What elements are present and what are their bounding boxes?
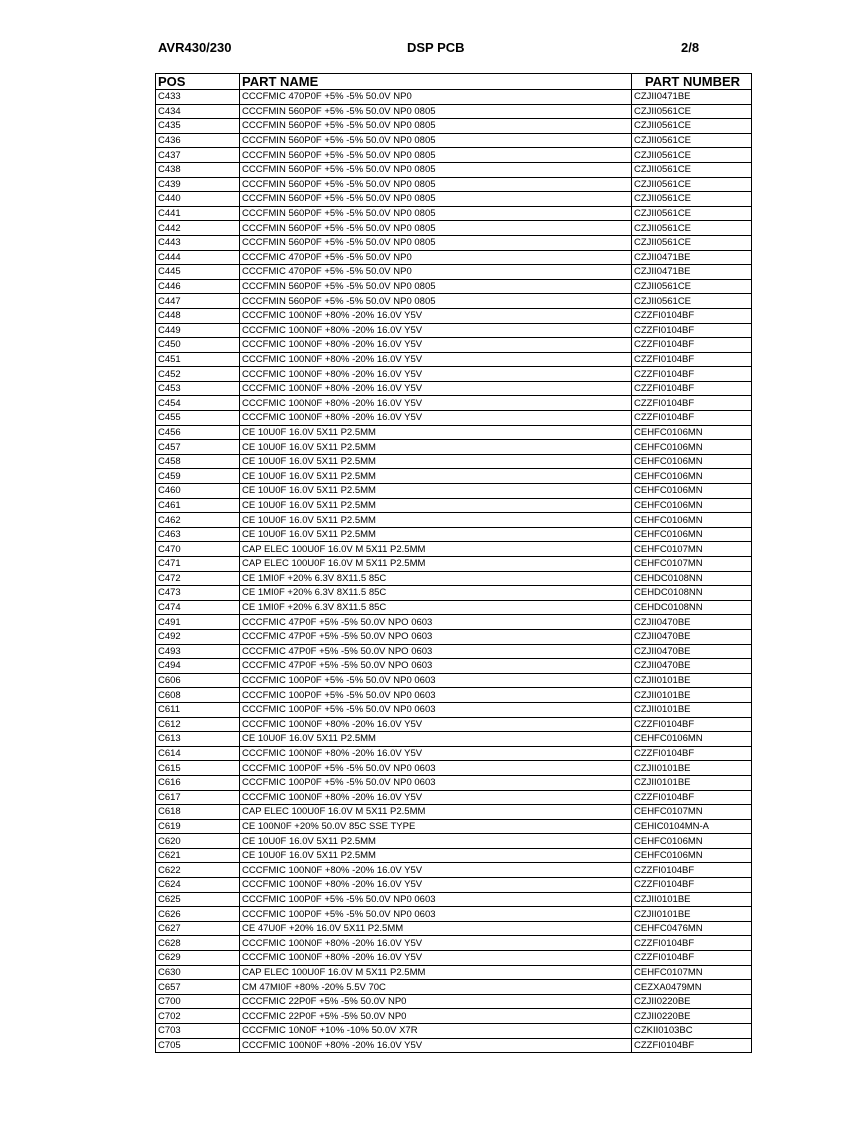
table-row <box>156 746 752 761</box>
cell-part-name: CCCFMIC 100N0F +80% -20% 16.0V Y5V <box>240 338 632 353</box>
table-row <box>156 863 752 878</box>
table-row <box>156 498 752 513</box>
table-row <box>156 1009 752 1024</box>
table-row <box>156 250 752 265</box>
cell-part-number: CEHFC0106MN <box>632 425 752 440</box>
cell-pos: C606 <box>156 673 240 688</box>
cell-part-name: CCCFMIN 560P0F +5% -5% 50.0V NP0 0805 <box>240 294 632 309</box>
table-row <box>156 235 752 250</box>
cell-part-number: CZZFI0104BF <box>632 396 752 411</box>
cell-pos: C619 <box>156 819 240 834</box>
cell-part-name: CCCFMIC 100N0F +80% -20% 16.0V Y5V <box>240 717 632 732</box>
cell-part-number: CEHFC0107MN <box>632 805 752 820</box>
table-row <box>156 484 752 499</box>
table-row <box>156 469 752 484</box>
cell-pos: C474 <box>156 600 240 615</box>
cell-part-number: CEHFC0106MN <box>632 498 752 513</box>
table-row <box>156 629 752 644</box>
table-row <box>156 673 752 688</box>
cell-part-name: CCCFMIC 47P0F +5% -5% 50.0V NPO 0603 <box>240 644 632 659</box>
cell-part-number: CEHDC0108NN <box>632 600 752 615</box>
cell-part-name: CCCFMIC 470P0F +5% -5% 50.0V NP0 <box>240 90 632 105</box>
table-row <box>156 396 752 411</box>
page-number: 2/8 <box>681 40 700 55</box>
cell-part-name: CCCFMIC 470P0F +5% -5% 50.0V NP0 <box>240 250 632 265</box>
cell-part-name: CE 10U0F 16.0V 5X11 P2.5MM <box>240 498 632 513</box>
cell-pos: C441 <box>156 206 240 221</box>
cell-part-number: CZJII0561CE <box>632 221 752 236</box>
table-row <box>156 323 752 338</box>
cell-part-number: CEHFC0106MN <box>632 848 752 863</box>
table-row <box>156 440 752 455</box>
cell-pos: C437 <box>156 148 240 163</box>
cell-pos: C453 <box>156 381 240 396</box>
cell-part-number: CZJII0561CE <box>632 294 752 309</box>
cell-pos: C472 <box>156 571 240 586</box>
cell-pos: C448 <box>156 308 240 323</box>
cell-pos: C627 <box>156 921 240 936</box>
cell-part-number: CZJII0561CE <box>632 192 752 207</box>
cell-pos: C626 <box>156 907 240 922</box>
cell-part-name: CCCFMIC 100P0F +5% -5% 50.0V NP0 0603 <box>240 761 632 776</box>
cell-part-name: CCCFMIC 47P0F +5% -5% 50.0V NPO 0603 <box>240 629 632 644</box>
cell-pos: C621 <box>156 848 240 863</box>
cell-part-name: CCCFMIN 560P0F +5% -5% 50.0V NP0 0805 <box>240 133 632 148</box>
cell-pos: C703 <box>156 1024 240 1039</box>
model-name: AVR430/230 <box>158 40 232 55</box>
cell-pos: C436 <box>156 133 240 148</box>
cell-part-number: CZJII0101BE <box>632 702 752 717</box>
table-row <box>156 921 752 936</box>
parts-table <box>155 73 752 1053</box>
table-header-row <box>156 74 752 90</box>
cell-pos: C452 <box>156 367 240 382</box>
cell-pos: C449 <box>156 323 240 338</box>
document-title: DSP PCB <box>407 40 465 55</box>
cell-part-name: CE 100N0F +20% 50.0V 85C SSE TYPE <box>240 819 632 834</box>
table-row <box>156 425 752 440</box>
cell-part-name: CAP ELEC 100U0F 16.0V M 5X11 P2.5MM <box>240 557 632 572</box>
cell-part-name: CCCFMIN 560P0F +5% -5% 50.0V NP0 0805 <box>240 162 632 177</box>
cell-part-name: CCCFMIC 22P0F +5% -5% 50.0V NP0 <box>240 1009 632 1024</box>
cell-pos: C438 <box>156 162 240 177</box>
table-row <box>156 659 752 674</box>
cell-pos: C454 <box>156 396 240 411</box>
table-row <box>156 615 752 630</box>
table-row <box>156 688 752 703</box>
cell-part-number: CEHDC0108NN <box>632 571 752 586</box>
table-row <box>156 644 752 659</box>
cell-part-number: CZJII0220BE <box>632 994 752 1009</box>
cell-part-number: CZJII0561CE <box>632 148 752 163</box>
cell-part-name: CE 47U0F +20% 16.0V 5X11 P2.5MM <box>240 921 632 936</box>
table-row <box>156 265 752 280</box>
cell-part-name: CCCFMIN 560P0F +5% -5% 50.0V NP0 0805 <box>240 221 632 236</box>
cell-pos: C622 <box>156 863 240 878</box>
cell-pos: C446 <box>156 279 240 294</box>
cell-part-number: CZJII0101BE <box>632 673 752 688</box>
table-body <box>156 90 752 1053</box>
cell-part-name: CCCFMIC 100N0F +80% -20% 16.0V Y5V <box>240 746 632 761</box>
table-row <box>156 1038 752 1053</box>
cell-part-name: CE 10U0F 16.0V 5X11 P2.5MM <box>240 848 632 863</box>
cell-pos: C494 <box>156 659 240 674</box>
cell-part-number: CEHFC0476MN <box>632 921 752 936</box>
cell-part-number: CZZFI0104BF <box>632 367 752 382</box>
table-row <box>156 411 752 426</box>
table-row <box>156 951 752 966</box>
cell-part-name: CCCFMIN 560P0F +5% -5% 50.0V NP0 0805 <box>240 177 632 192</box>
cell-part-number: CZJII0561CE <box>632 133 752 148</box>
cell-pos: C625 <box>156 892 240 907</box>
cell-part-number: CZJII0561CE <box>632 177 752 192</box>
column-header-part-name: PART NAME <box>240 74 632 90</box>
table-row <box>156 878 752 893</box>
table-row <box>156 571 752 586</box>
cell-pos: C612 <box>156 717 240 732</box>
cell-part-name: CCCFMIC 100N0F +80% -20% 16.0V Y5V <box>240 381 632 396</box>
cell-pos: C616 <box>156 775 240 790</box>
table-row <box>156 586 752 601</box>
cell-part-number: CZZFI0104BF <box>632 338 752 353</box>
cell-part-name: CCCFMIN 560P0F +5% -5% 50.0V NP0 0805 <box>240 148 632 163</box>
cell-pos: C492 <box>156 629 240 644</box>
cell-part-name: CE 1MI0F +20% 6.3V 8X11.5 85C <box>240 600 632 615</box>
cell-pos: C624 <box>156 878 240 893</box>
cell-pos: C611 <box>156 702 240 717</box>
cell-part-number: CEHFC0107MN <box>632 542 752 557</box>
cell-pos: C450 <box>156 338 240 353</box>
cell-part-name: CE 10U0F 16.0V 5X11 P2.5MM <box>240 834 632 849</box>
cell-part-name: CM 47MI0F +80% -20% 5.5V 70C <box>240 980 632 995</box>
cell-part-number: CZJII0561CE <box>632 119 752 134</box>
table-row <box>156 1024 752 1039</box>
table-row <box>156 775 752 790</box>
cell-part-name: CCCFMIC 100N0F +80% -20% 16.0V Y5V <box>240 878 632 893</box>
cell-pos: C460 <box>156 484 240 499</box>
table-row <box>156 819 752 834</box>
cell-pos: C471 <box>156 557 240 572</box>
cell-part-number: CZJII0471BE <box>632 90 752 105</box>
cell-pos: C440 <box>156 192 240 207</box>
cell-part-number: CZJII0471BE <box>632 265 752 280</box>
cell-part-number: CZJII0101BE <box>632 761 752 776</box>
cell-part-name: CCCFMIC 100N0F +80% -20% 16.0V Y5V <box>240 367 632 382</box>
cell-part-name: CE 10U0F 16.0V 5X11 P2.5MM <box>240 440 632 455</box>
cell-part-name: CCCFMIC 47P0F +5% -5% 50.0V NPO 0603 <box>240 659 632 674</box>
cell-pos: C628 <box>156 936 240 951</box>
cell-pos: C614 <box>156 746 240 761</box>
cell-part-name: CCCFMIC 100N0F +80% -20% 16.0V Y5V <box>240 411 632 426</box>
cell-part-name: CCCFMIC 10N0F +10% -10% 50.0V X7R <box>240 1024 632 1039</box>
cell-part-name: CE 1MI0F +20% 6.3V 8X11.5 85C <box>240 571 632 586</box>
cell-part-name: CE 10U0F 16.0V 5X11 P2.5MM <box>240 425 632 440</box>
table-row <box>156 221 752 236</box>
cell-pos: C617 <box>156 790 240 805</box>
table-row <box>156 308 752 323</box>
cell-part-number: CEHFC0106MN <box>632 527 752 542</box>
table-row <box>156 338 752 353</box>
cell-part-number: CEZXA0479MN <box>632 980 752 995</box>
cell-part-name: CCCFMIC 100P0F +5% -5% 50.0V NP0 0603 <box>240 673 632 688</box>
cell-part-number: CZZFI0104BF <box>632 951 752 966</box>
cell-part-number: CEHFC0106MN <box>632 484 752 499</box>
cell-part-name: CE 10U0F 16.0V 5X11 P2.5MM <box>240 484 632 499</box>
table-row <box>156 907 752 922</box>
cell-pos: C439 <box>156 177 240 192</box>
cell-part-number: CZJII0220BE <box>632 1009 752 1024</box>
cell-part-number: CZKII0103BC <box>632 1024 752 1039</box>
table-row <box>156 352 752 367</box>
column-header-part-number: PART NUMBER <box>632 74 752 90</box>
cell-part-number: CEHFC0107MN <box>632 557 752 572</box>
table-row <box>156 90 752 105</box>
table-row <box>156 148 752 163</box>
cell-part-number: CZZFI0104BF <box>632 717 752 732</box>
cell-part-number: CZZFI0104BF <box>632 411 752 426</box>
table-row <box>156 133 752 148</box>
table-row <box>156 119 752 134</box>
cell-part-number: CZJII0561CE <box>632 162 752 177</box>
cell-part-name: CE 10U0F 16.0V 5X11 P2.5MM <box>240 454 632 469</box>
cell-part-number: CZZFI0104BF <box>632 936 752 951</box>
table-row <box>156 177 752 192</box>
cell-pos: C457 <box>156 440 240 455</box>
cell-part-name: CCCFMIC 100N0F +80% -20% 16.0V Y5V <box>240 396 632 411</box>
cell-part-name: CCCFMIC 47P0F +5% -5% 50.0V NPO 0603 <box>240 615 632 630</box>
table-row <box>156 994 752 1009</box>
cell-part-name: CCCFMIC 100P0F +5% -5% 50.0V NP0 0603 <box>240 688 632 703</box>
cell-part-name: CE 10U0F 16.0V 5X11 P2.5MM <box>240 527 632 542</box>
table-row <box>156 980 752 995</box>
cell-part-name: CCCFMIC 22P0F +5% -5% 50.0V NP0 <box>240 994 632 1009</box>
table-row <box>156 805 752 820</box>
cell-pos: C461 <box>156 498 240 513</box>
cell-part-number: CEHFC0106MN <box>632 454 752 469</box>
cell-pos: C608 <box>156 688 240 703</box>
table-row <box>156 761 752 776</box>
table-row <box>156 732 752 747</box>
cell-part-number: CZZFI0104BF <box>632 746 752 761</box>
table-row <box>156 104 752 119</box>
cell-part-name: CCCFMIC 100P0F +5% -5% 50.0V NP0 0603 <box>240 702 632 717</box>
cell-pos: C455 <box>156 411 240 426</box>
cell-part-name: CCCFMIN 560P0F +5% -5% 50.0V NP0 0805 <box>240 104 632 119</box>
cell-part-number: CZJII0470BE <box>632 644 752 659</box>
table-row <box>156 294 752 309</box>
cell-part-number: CEHFC0106MN <box>632 440 752 455</box>
cell-part-number: CZJII0561CE <box>632 104 752 119</box>
cell-pos: C451 <box>156 352 240 367</box>
table-row <box>156 367 752 382</box>
cell-part-name: CCCFMIC 100N0F +80% -20% 16.0V Y5V <box>240 323 632 338</box>
table-row <box>156 527 752 542</box>
cell-pos: C470 <box>156 542 240 557</box>
cell-pos: C456 <box>156 425 240 440</box>
cell-part-number: CEHFC0107MN <box>632 965 752 980</box>
table-row <box>156 936 752 951</box>
cell-pos: C462 <box>156 513 240 528</box>
table-row <box>156 454 752 469</box>
cell-part-number: CZJII0101BE <box>632 688 752 703</box>
cell-part-number: CZJII0470BE <box>632 615 752 630</box>
cell-pos: C620 <box>156 834 240 849</box>
cell-part-number: CZJII0101BE <box>632 892 752 907</box>
cell-part-number: CZJII0561CE <box>632 206 752 221</box>
table-row <box>156 513 752 528</box>
cell-part-number: CEHFC0106MN <box>632 513 752 528</box>
cell-part-name: CCCFMIC 100N0F +80% -20% 16.0V Y5V <box>240 863 632 878</box>
table-row <box>156 717 752 732</box>
table-row <box>156 162 752 177</box>
cell-part-name: CE 10U0F 16.0V 5X11 P2.5MM <box>240 469 632 484</box>
table-row <box>156 848 752 863</box>
cell-part-number: CZJII0561CE <box>632 279 752 294</box>
cell-part-number: CZZFI0104BF <box>632 863 752 878</box>
table-row <box>156 542 752 557</box>
cell-part-number: CZJII0561CE <box>632 235 752 250</box>
cell-part-number: CEHDC0108NN <box>632 586 752 601</box>
cell-part-number: CZZFI0104BF <box>632 352 752 367</box>
column-header-pos: POS <box>156 74 240 90</box>
table-row <box>156 834 752 849</box>
cell-part-number: CZZFI0104BF <box>632 1038 752 1053</box>
cell-part-number: CZJII0101BE <box>632 775 752 790</box>
cell-pos: C702 <box>156 1009 240 1024</box>
table-row <box>156 279 752 294</box>
cell-part-name: CCCFMIC 100N0F +80% -20% 16.0V Y5V <box>240 951 632 966</box>
cell-part-number: CZZFI0104BF <box>632 323 752 338</box>
cell-part-name: CCCFMIC 100N0F +80% -20% 16.0V Y5V <box>240 1038 632 1053</box>
cell-pos: C618 <box>156 805 240 820</box>
table-row <box>156 790 752 805</box>
cell-part-name: CCCFMIC 100N0F +80% -20% 16.0V Y5V <box>240 936 632 951</box>
cell-part-number: CZJII0471BE <box>632 250 752 265</box>
cell-part-name: CCCFMIN 560P0F +5% -5% 50.0V NP0 0805 <box>240 206 632 221</box>
cell-part-number: CZZFI0104BF <box>632 381 752 396</box>
table-row <box>156 557 752 572</box>
table-row <box>156 206 752 221</box>
table-row <box>156 892 752 907</box>
cell-part-name: CAP ELEC 100U0F 16.0V M 5X11 P2.5MM <box>240 805 632 820</box>
cell-pos: C434 <box>156 104 240 119</box>
cell-pos: C447 <box>156 294 240 309</box>
cell-part-number: CEHFC0106MN <box>632 469 752 484</box>
cell-part-name: CCCFMIN 560P0F +5% -5% 50.0V NP0 0805 <box>240 279 632 294</box>
cell-pos: C657 <box>156 980 240 995</box>
cell-pos: C458 <box>156 454 240 469</box>
cell-pos: C459 <box>156 469 240 484</box>
cell-pos: C613 <box>156 732 240 747</box>
table-row <box>156 381 752 396</box>
cell-part-name: CE 10U0F 16.0V 5X11 P2.5MM <box>240 732 632 747</box>
table-row <box>156 192 752 207</box>
cell-part-name: CCCFMIN 560P0F +5% -5% 50.0V NP0 0805 <box>240 235 632 250</box>
table-row <box>156 702 752 717</box>
cell-part-number: CZJII0470BE <box>632 659 752 674</box>
cell-part-number: CEHFC0106MN <box>632 732 752 747</box>
cell-pos: C435 <box>156 119 240 134</box>
cell-pos: C442 <box>156 221 240 236</box>
cell-part-number: CEHFC0106MN <box>632 834 752 849</box>
cell-part-name: CCCFMIC 100N0F +80% -20% 16.0V Y5V <box>240 790 632 805</box>
cell-part-number: CZZFI0104BF <box>632 790 752 805</box>
cell-part-name: CCCFMIC 100N0F +80% -20% 16.0V Y5V <box>240 308 632 323</box>
cell-pos: C700 <box>156 994 240 1009</box>
cell-pos: C433 <box>156 90 240 105</box>
cell-part-number: CZZFI0104BF <box>632 878 752 893</box>
cell-pos: C493 <box>156 644 240 659</box>
cell-part-name: CE 1MI0F +20% 6.3V 8X11.5 85C <box>240 586 632 601</box>
cell-pos: C443 <box>156 235 240 250</box>
cell-part-number: CZZFI0104BF <box>632 308 752 323</box>
cell-part-name: CCCFMIC 100P0F +5% -5% 50.0V NP0 0603 <box>240 907 632 922</box>
cell-pos: C491 <box>156 615 240 630</box>
table-row <box>156 965 752 980</box>
cell-part-number: CZJII0470BE <box>632 629 752 644</box>
cell-part-name: CE 10U0F 16.0V 5X11 P2.5MM <box>240 513 632 528</box>
table-row <box>156 600 752 615</box>
cell-pos: C473 <box>156 586 240 601</box>
cell-pos: C629 <box>156 951 240 966</box>
cell-pos: C445 <box>156 265 240 280</box>
cell-pos: C615 <box>156 761 240 776</box>
cell-part-number: CZJII0101BE <box>632 907 752 922</box>
cell-pos: C705 <box>156 1038 240 1053</box>
cell-part-name: CAP ELEC 100U0F 16.0V M 5X11 P2.5MM <box>240 542 632 557</box>
cell-part-name: CCCFMIN 560P0F +5% -5% 50.0V NP0 0805 <box>240 192 632 207</box>
cell-pos: C630 <box>156 965 240 980</box>
cell-part-name: CCCFMIN 560P0F +5% -5% 50.0V NP0 0805 <box>240 119 632 134</box>
cell-part-name: CAP ELEC 100U0F 16.0V M 5X11 P2.5MM <box>240 965 632 980</box>
cell-pos: C463 <box>156 527 240 542</box>
cell-part-name: CCCFMIC 470P0F +5% -5% 50.0V NP0 <box>240 265 632 280</box>
cell-part-name: CCCFMIC 100P0F +5% -5% 50.0V NP0 0603 <box>240 892 632 907</box>
cell-part-number: CEHIC0104MN-A <box>632 819 752 834</box>
cell-part-name: CCCFMIC 100P0F +5% -5% 50.0V NP0 0603 <box>240 775 632 790</box>
cell-part-name: CCCFMIC 100N0F +80% -20% 16.0V Y5V <box>240 352 632 367</box>
cell-pos: C444 <box>156 250 240 265</box>
